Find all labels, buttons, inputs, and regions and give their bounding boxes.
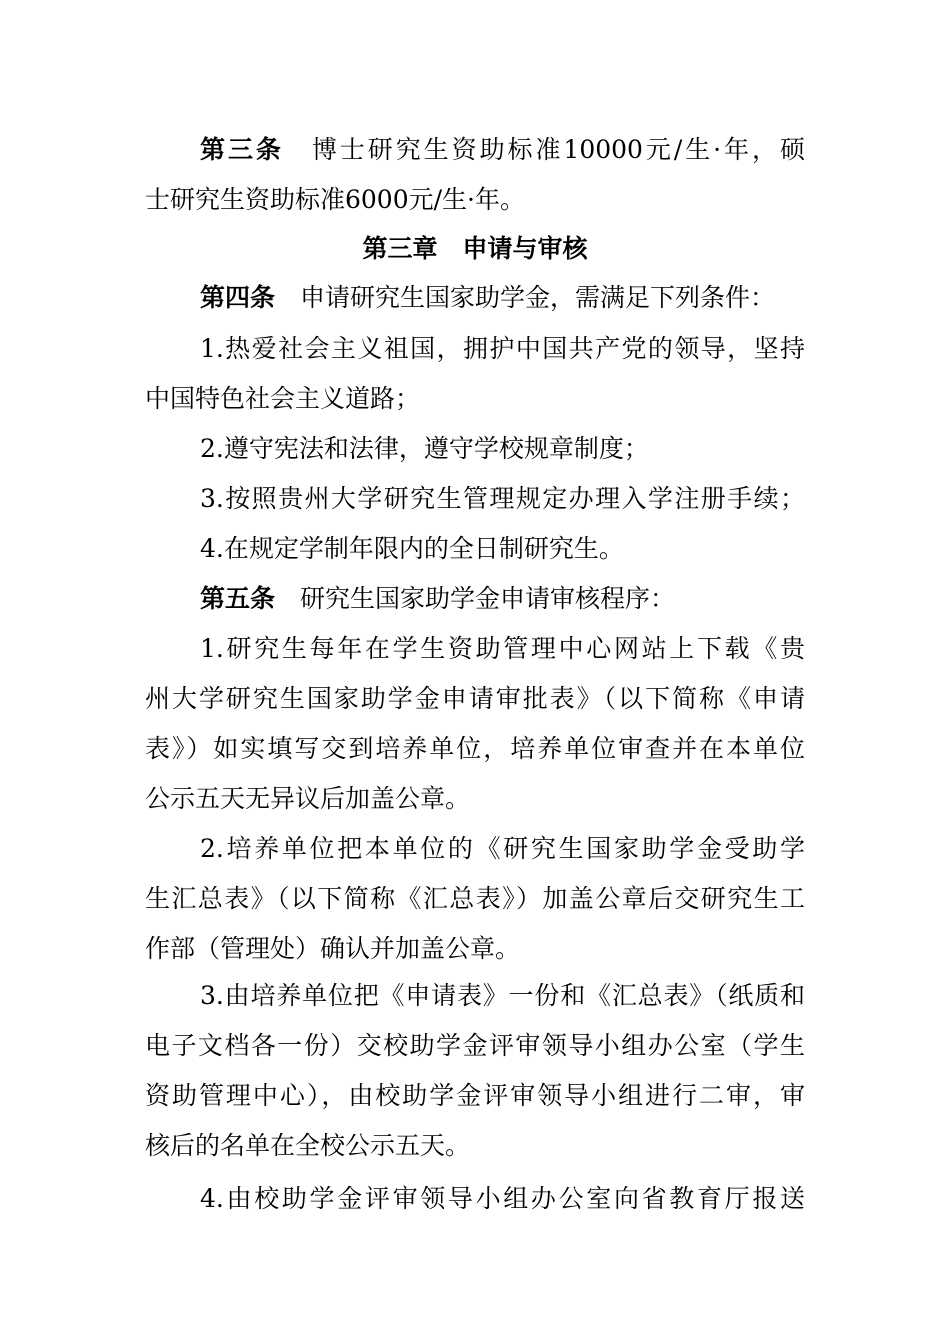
article-4-item-2: 2.遵守宪法和法律，遵守学校规章制度； (200, 434, 649, 463)
article-3-line-1 (200, 125, 805, 175)
article-5-label: 第五条 (200, 584, 276, 613)
article-5-item-1-line-4: 公示五天无异议后加盖公章。 (145, 784, 471, 813)
article-3-label: 第三条 (200, 135, 284, 164)
article-4-intro-line (200, 273, 805, 323)
article-5-item-1-line-2: 州大学研究生国家助学金申请审批表》（以下简称《申请 (145, 684, 805, 713)
article-5-item-3-line-1: 3.由培养单位把《申请表》一份和《汇总表》（纸质和 (200, 981, 805, 1010)
article-4-item-1-line-1: 1.热爱社会主义祖国，拥护中国共产党的领导，坚持 (200, 334, 805, 363)
article-5-item-3-line-2: 电子文档各一份）交校助学金评审领导小组办公室（学生 (145, 1031, 805, 1060)
article-5-intro-line (200, 574, 805, 624)
article-3-text: 博士研究生资助标准10000元/生·年，硕 (311, 135, 805, 164)
article-5-item-1-line-1: 1.研究生每年在学生资助管理中心网站上下载《贵 (200, 634, 805, 663)
article-5-item-3-line-3: 资助管理中心），由校助学金评审领导小组进行二审，审 (145, 1081, 805, 1110)
article-4-item-4: 4.在规定学制年限内的全日制研究生。 (200, 534, 624, 563)
article-4-intro: 申请研究生国家助学金，需满足下列条件： (300, 283, 776, 312)
article-5-item-2-line-2: 生汇总表》（以下简称《汇总表》）加盖公章后交研究生工 (145, 884, 805, 913)
article-3-line-2: 士研究生资助标准6000元/生·年。 (145, 185, 525, 214)
article-5-item-2-line-1: 2.培养单位把本单位的《研究生国家助学金受助学 (200, 834, 805, 863)
article-5-item-1-line-3: 表》）如实填写交到培养单位，培养单位审查并在本单位 (145, 734, 805, 763)
article-4-item-1-line-2: 中国特色社会主义道路； (145, 384, 421, 413)
article-5-item-2-line-3: 作部（管理处）确认并加盖公章。 (145, 934, 521, 963)
article-5-item-4-line-1: 4.由校助学金评审领导小组办公室向省教育厅报送 (200, 1184, 805, 1213)
article-5-item-3-line-4: 核后的名单在全校公示五天。 (145, 1131, 471, 1160)
article-5-intro: 研究生国家助学金申请审核程序： (300, 584, 676, 613)
article-4-item-3: 3.按照贵州大学研究生管理规定办理入学注册手续； (200, 484, 805, 513)
chapter-3-title: 第三章 申请与审核 (362, 234, 588, 263)
article-4-label: 第四条 (200, 283, 276, 312)
